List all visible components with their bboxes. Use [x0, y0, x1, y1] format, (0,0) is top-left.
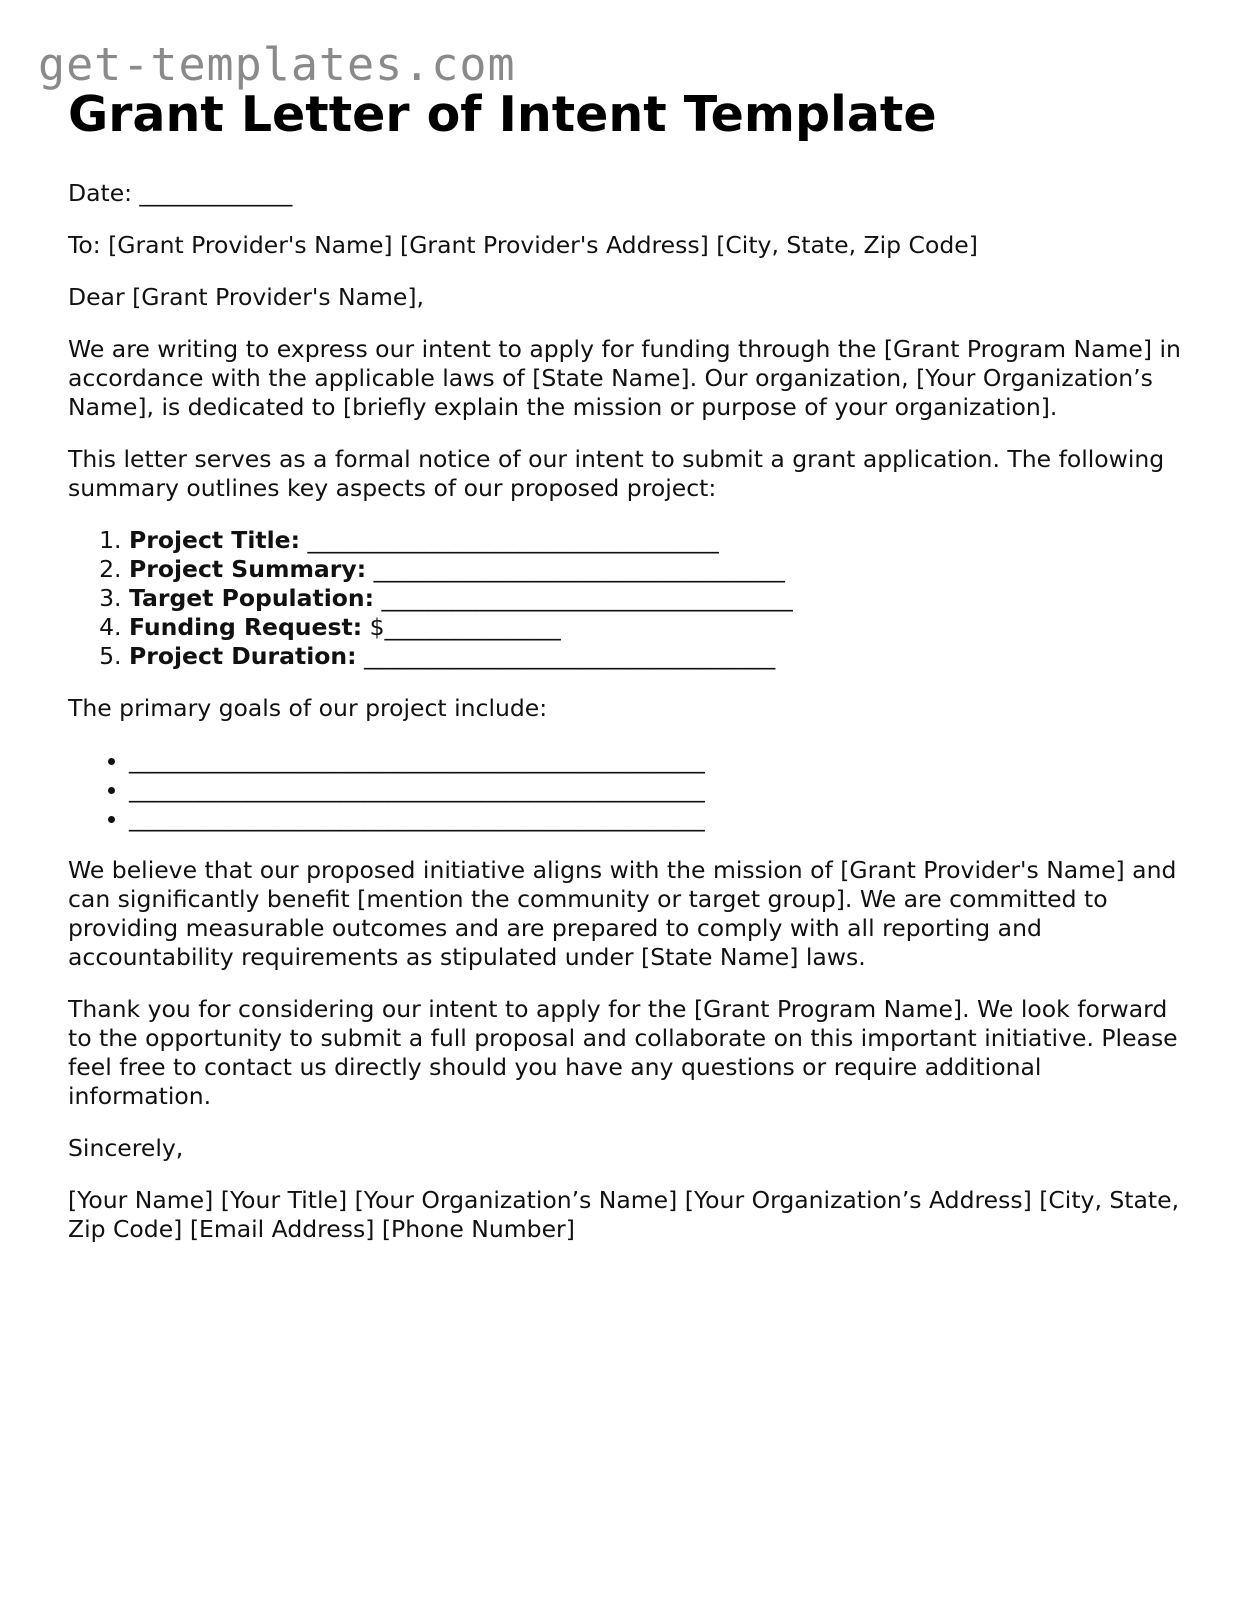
goal-item-1: • _________________________________________________: [129, 746, 1188, 775]
goals-intro: The primary goals of our project include:: [68, 694, 548, 722]
intro-paragraph: We are writing to express our intent to apply for funding through the [Grant Program Name] in accordance with the applicable laws of [State Name]. Our organization, [Your Organization’s Name], is dedicated to [briefly explain the mission or purpose of your organization].: [68, 335, 1181, 421]
goal-item-2: • _________________________________________________: [129, 775, 1188, 804]
watermark-text: get-templates.com: [38, 38, 516, 91]
goal-item-3: • _________________________________________________: [129, 804, 1188, 833]
list-item-funding-request: [129, 613, 1188, 642]
notice-paragraph: This letter serves as a formal notice of our intent to submit a grant application. The following summary outlines key aspects of our proposed project:: [68, 445, 1165, 502]
document-body: [68, 84, 1188, 1267]
salutation: Dear [Grant Provider's Name],: [68, 283, 424, 311]
page-title: Grant Letter of Intent Template: [68, 86, 937, 143]
project-title-label: Project Title:: [129, 526, 301, 554]
closing: Sincerely,: [68, 1134, 184, 1162]
target-population-blank: ___________________________________: [374, 584, 793, 612]
thanks-paragraph: Thank you for considering our intent to apply for the [Grant Program Name]. We look forward to the opportunity to submit a full proposal and collaborate on this important initiative. Please feel free to contact us directly should you have any questions or require additional information.: [68, 995, 1178, 1110]
list-item-target-population: [129, 584, 1188, 613]
alignment-paragraph: We believe that our proposed initiative aligns with the mission of [Grant Provider's Name] and can significantly benefit [mention the community or target group]. We are committed to providing measurable outcomes and are prepared to comply with all reporting and accountability requirements as stipulated under [State Name] laws.: [68, 856, 1177, 971]
project-summary-label: Project Summary:: [129, 555, 367, 583]
target-population-label: Target Population:: [129, 584, 375, 612]
funding-request-label: Funding Request:: [129, 613, 363, 641]
project-title-blank: ___________________________________: [300, 526, 719, 554]
list-item-project-title: [129, 526, 1188, 555]
goals-list: [68, 746, 1188, 833]
recipient-line: To: [Grant Provider's Name] [Grant Provider's Address] [City, State, Zip Code]: [68, 231, 978, 259]
project-duration-blank: ___________________________________: [356, 642, 776, 670]
project-duration-label: Project Duration:: [129, 642, 357, 670]
signature-block: [Your Name] [Your Title] [Your Organization’s Name] [Your Organization’s Address] [City, State, Zip Code] [Email Address] [Phone Number]: [68, 1186, 1180, 1243]
project-summary-blank: ___________________________________: [366, 555, 785, 583]
date-line: Date: _____________: [68, 179, 293, 207]
list-item-project-summary: [129, 555, 1188, 584]
list-item-project-duration: [129, 642, 1188, 671]
project-summary-list: [68, 526, 1188, 671]
funding-request-blank: $_______________: [362, 613, 561, 641]
